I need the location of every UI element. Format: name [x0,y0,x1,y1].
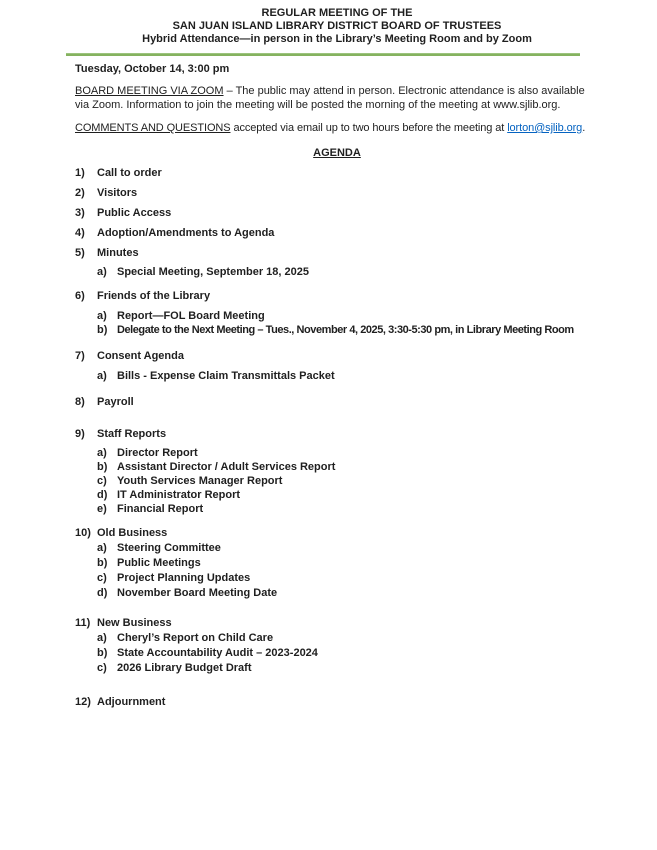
agenda-subitem-letter: a) [97,541,107,554]
agenda-subitem-10b [75,556,599,570]
agenda-subitem-letter: c) [97,571,107,584]
agenda-item-label: Old Business [97,526,168,539]
green-divider-rule [66,53,580,56]
agenda-subitem-9d [75,488,599,502]
agenda-item-7 [75,349,599,363]
agenda-item-label: Public Access [97,206,172,219]
agenda-subitem-7a [75,369,599,383]
agenda-item-number: 7) [75,349,85,362]
agenda-item-number: 6) [75,289,85,302]
agenda-item-number: 3) [75,206,85,219]
agenda-item-number: 9) [75,427,85,440]
agenda-item-8 [75,395,599,409]
comments-paragraph [75,122,599,136]
agenda-subitem-9a [75,446,599,460]
agenda-item-10 [75,526,599,540]
agenda-subitem-label: Steering Committee [117,541,221,554]
agenda-item-1 [75,166,599,180]
agenda-subitem-9b [75,460,599,474]
agenda-item-label: Adjournment [97,695,166,708]
agenda-subitem-letter: b) [97,556,108,569]
agenda-item-label: Adoption/Amendments to Agenda [97,226,275,239]
zoom-paragraph-lead: BOARD MEETING VIA ZOOM [75,85,224,97]
zoom-info-paragraph [75,85,599,112]
agenda-subitem-label: Public Meetings [117,556,201,569]
agenda-item-number: 8) [75,395,85,408]
agenda-subitem-letter: d) [97,586,108,599]
agenda-subitem-letter: a) [97,631,107,644]
agenda-subitem-6b [75,323,599,337]
agenda-item-label: Minutes [97,246,139,259]
agenda-subitem-letter: b) [97,646,108,659]
agenda-subitem-label: November Board Meeting Date [117,586,278,599]
meeting-date-line: Tuesday, October 14, 3:00 pm [75,63,230,75]
agenda-subitem-letter: a) [97,309,107,322]
agenda-subitem-letter: a) [97,446,107,459]
agenda-item-number: 11) [75,616,91,629]
agenda-subitem-label: State Accountability Audit – 2023-2024 [117,646,318,659]
agenda-item-number: 10) [75,526,91,539]
agenda-subitem-10d [75,586,599,600]
agenda-item-number: 12) [75,695,91,708]
agenda-subitem-label: Delegate to the Next Meeting – Tues., November 4, 2025, 3:30-5:30 pm, in Library Meeting Room [117,323,574,336]
agenda-item-label: Consent Agenda [97,349,184,362]
title-line-3: Hybrid Attendance—in person in the Library’s Meeting Room and by Zoom [142,33,532,45]
agenda-subitem-10a [75,541,599,555]
agenda-item-label: Friends of the Library [97,289,211,302]
title-line-1: REGULAR MEETING OF THE [261,7,413,19]
agenda-item-4 [75,226,599,240]
agenda-subitem-label: Financial Report [117,502,204,515]
agenda-subitem-letter: b) [97,460,108,473]
agenda-item-3 [75,206,599,220]
agenda-subitem-label: 2026 Library Budget Draft [117,661,252,674]
agenda-item-9 [75,427,599,441]
agenda-subitem-11c [75,661,599,675]
agenda-item-number: 5) [75,246,85,259]
agenda-subitem-label: Special Meeting, September 18, 2025 [117,265,309,278]
agenda-item-label: Payroll [97,395,134,408]
agenda-subitem-label: Report—FOL Board Meeting [117,309,265,322]
comments-paragraph-body: accepted via email up to two hours before the meeting at [230,122,508,134]
agenda-subitem-letter: e) [97,502,107,515]
agenda-subitem-label: Youth Services Manager Report [117,474,283,487]
agenda-list [75,166,599,709]
agenda-subitem-label: Director Report [117,446,198,459]
agenda-subitem-label: IT Administrator Report [117,488,241,501]
agenda-subitem-label: Cheryl’s Report on Child Care [117,631,274,644]
agenda-item-5 [75,246,599,260]
agenda-item-number: 2) [75,186,85,199]
agenda-subitem-label: Bills - Expense Claim Transmittals Packet [117,369,335,382]
agenda-subitem-letter: c) [97,661,107,674]
agenda-subitem-6a [75,309,599,323]
comments-paragraph-lead: COMMENTS AND QUESTIONS [75,122,231,134]
agenda-subitem-letter: d) [97,488,108,501]
email-link[interactable]: lorton@sjlib.org [507,122,583,134]
agenda-item-number: 1) [75,166,85,179]
agenda-heading-text: AGENDA [313,146,361,159]
agenda-subitem-9c [75,474,599,488]
agenda-subitem-9e [75,502,599,516]
agenda-item-11 [75,616,599,630]
agenda-subitem-11b [75,646,599,660]
agenda-subitem-11a [75,631,599,645]
comments-paragraph-suffix: . [582,122,586,134]
agenda-subitem-10c [75,571,599,585]
agenda-item-number: 4) [75,226,85,239]
agenda-item-label: Staff Reports [97,427,167,440]
agenda-subitem-letter: a) [97,265,107,278]
agenda-item-2 [75,186,599,200]
agenda-subitem-label: Project Planning Updates [117,571,251,584]
agenda-item-6 [75,289,599,303]
agenda-item-label: New Business [97,616,172,629]
agenda-subitem-letter: c) [97,474,107,487]
agenda-subitem-letter: b) [97,323,108,336]
agenda-subitem-label: Assistant Director / Adult Services Report [117,460,336,473]
agenda-heading [75,146,599,160]
agenda-item-label: Visitors [97,186,138,199]
agenda-item-label: Call to order [97,166,162,179]
agenda-item-12 [75,695,599,709]
title-line-2: SAN JUAN ISLAND LIBRARY DISTRICT BOARD OF TRUSTEES [172,20,502,32]
agenda-subitem-letter: a) [97,369,107,382]
agenda-subitem-5a [75,265,599,279]
zoom-paragraph-body: – The public may attend in person. Electronic attendance is also available via Zoom. Information to join the meeting will be posted the morning of the meeting at www.sjlib.org. [75,85,585,111]
document-header [75,7,599,46]
